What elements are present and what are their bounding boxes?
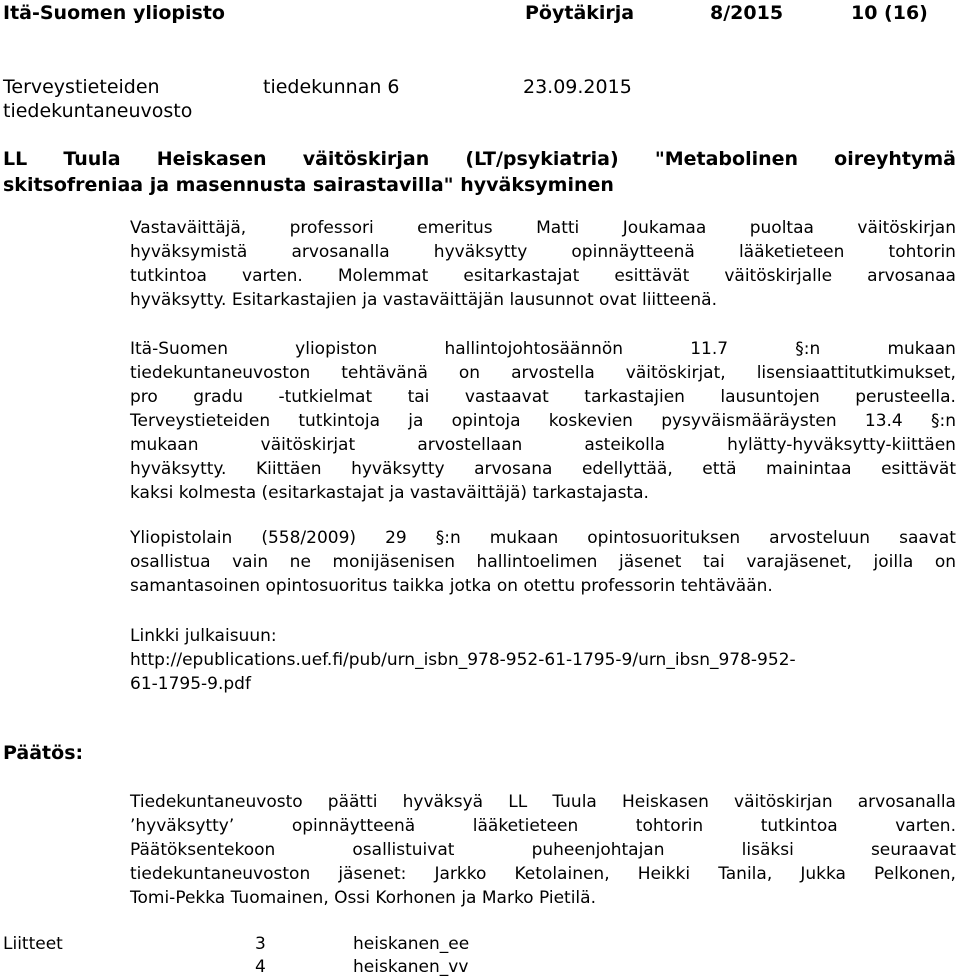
document-type: Pöytäkirja <box>525 2 635 24</box>
word: Heiskasen <box>156 148 267 170</box>
university-name: Itä-Suomen yliopisto <box>3 2 225 24</box>
paragraph-regulations <box>130 337 956 505</box>
word: lisäksi <box>741 840 794 860</box>
word: Jarkko <box>434 864 487 884</box>
word: esittävät <box>881 459 956 479</box>
word: hallintoelimen <box>476 552 598 572</box>
word: yliopiston <box>295 339 378 359</box>
word: mukaan <box>887 339 956 359</box>
word: Molemmat <box>337 266 429 286</box>
word: jäsenet: <box>338 864 407 884</box>
attachment-number: 3 <box>255 934 266 954</box>
word: hyväksymistä <box>130 242 248 262</box>
word: lääketieteen <box>472 816 579 836</box>
word: edellyttää, <box>581 459 673 479</box>
word: ja <box>408 411 424 431</box>
item-number: tiedekunnan 6 <box>263 76 400 98</box>
attachment-name: heiskanen_ee <box>353 934 470 954</box>
word: pysyväismääräysten <box>661 411 837 431</box>
word: Ketolainen, <box>514 864 610 884</box>
word: §:n <box>795 339 821 359</box>
word: asteikolla <box>584 435 666 455</box>
word: arvosanalla <box>291 242 390 262</box>
word: LL <box>508 792 528 812</box>
word: ’hyväksytty’ <box>130 816 235 836</box>
word: Tanila, <box>718 864 773 884</box>
word: tarkastajien <box>584 387 685 407</box>
word: seuraavat <box>870 840 956 860</box>
word: Heiskasen <box>621 792 709 812</box>
justified-line <box>130 216 956 240</box>
word: Jukka <box>800 864 846 884</box>
word: tiedekuntaneuvoston <box>130 864 311 884</box>
word: päätti <box>327 792 378 812</box>
word: §:n <box>930 411 956 431</box>
word: on <box>934 552 956 572</box>
justified-line <box>130 409 956 433</box>
word: oireyhtymä <box>834 148 956 170</box>
word: hyväksyä <box>402 792 484 812</box>
word: Tuula <box>552 792 597 812</box>
publication-link-block <box>130 624 956 696</box>
word: (558/2009) <box>261 528 357 548</box>
word: Pelkonen, <box>874 864 956 884</box>
paragraph-university-act <box>130 526 956 598</box>
word: Vastaväittäjä, <box>130 218 247 238</box>
minutes-number: 8/2015 <box>710 2 784 24</box>
word: tohtorin <box>635 816 704 836</box>
word: Tiedekuntaneuvosto <box>130 792 303 812</box>
word: varten. <box>242 266 303 286</box>
word: tutkintoa <box>760 816 838 836</box>
item-title <box>3 146 956 198</box>
word: Heikki <box>637 864 691 884</box>
attachment-number: 4 <box>255 957 266 977</box>
word: esitarkastajat <box>463 266 580 286</box>
paragraph-last-line: samantasoinen opintosuoritus taikka jotka on otettu professorin tehtävään. <box>130 576 773 596</box>
word: varajäsenet, <box>746 552 852 572</box>
paragraph-opponent-statement <box>130 216 956 312</box>
word: tohtorin <box>888 242 956 262</box>
justified-line <box>130 526 956 550</box>
word: osallistuivat <box>352 840 455 860</box>
word: arvostellaan <box>417 435 523 455</box>
word: hyväksytty <box>351 459 445 479</box>
word: opinnäytteenä <box>571 242 695 262</box>
justified-line <box>130 385 956 409</box>
word: tutkintoja <box>298 411 380 431</box>
word: tai <box>407 387 430 407</box>
word: monijäsenisen <box>332 552 455 572</box>
justified-line <box>130 457 956 481</box>
word: arvosanaa <box>867 266 956 286</box>
link-label: Linkki julkaisuun: <box>130 626 277 646</box>
justified-line <box>130 862 956 886</box>
word: väitöskirjalle <box>724 266 833 286</box>
word: hylätty-hyväksytty-kiittäen <box>727 435 956 455</box>
word: tai <box>702 552 725 572</box>
word: gradu <box>193 387 244 407</box>
word: jäsenet <box>619 552 682 572</box>
word: puoltaa <box>749 218 814 238</box>
word: Itä-Suomen <box>130 339 228 359</box>
justified-line <box>130 550 956 574</box>
word: tutkintoa <box>130 266 207 286</box>
word: esittävät <box>614 266 690 286</box>
word: arvosana <box>474 459 553 479</box>
justified-line <box>130 337 956 361</box>
title-line-2: skitsofreniaa ja masennusta sairastavilla" hyväksyminen <box>3 174 614 196</box>
justified-line <box>130 790 956 814</box>
meeting-date: 23.09.2015 <box>523 76 632 98</box>
word: arvosteluun <box>769 528 871 548</box>
justified-line <box>130 240 956 264</box>
word: tehtävänä <box>341 363 428 383</box>
attachment-name: heiskanen_vv <box>353 957 469 977</box>
title-line-1 <box>3 146 956 172</box>
word: opintoja <box>451 411 521 431</box>
word: väitöskirjat <box>260 435 356 455</box>
word: on <box>458 363 481 383</box>
word: joilla <box>873 552 914 572</box>
word: lausuntojen <box>720 387 820 407</box>
word: ne <box>289 552 311 572</box>
word: LL <box>3 148 28 170</box>
word: opinnäytteenä <box>291 816 416 836</box>
justified-line <box>130 433 956 457</box>
word: perusteella. <box>855 387 956 407</box>
page-indicator: 10 (16) <box>851 2 928 24</box>
word: osallistua <box>130 552 211 572</box>
word: väitöskirjat, <box>625 363 726 383</box>
justified-line <box>130 838 956 862</box>
word: "Metabolinen <box>654 148 799 170</box>
word: Kiittäen <box>255 459 322 479</box>
word: Päätöksentekoon <box>130 840 276 860</box>
word: lääketieteen <box>738 242 845 262</box>
word: mukaan <box>130 435 199 455</box>
paragraph-last-line: Tomi-Pekka Tuomainen, Ossi Korhonen ja Marko Pietilä. <box>130 888 596 908</box>
word: Yliopistolain <box>130 528 233 548</box>
word: (LT/psykiatria) <box>465 148 619 170</box>
word: vastaavat <box>464 387 549 407</box>
word: Terveystieteiden <box>130 411 271 431</box>
council-name-line2: tiedekuntaneuvosto <box>3 100 193 122</box>
word: hyväksytty. <box>130 459 227 479</box>
word: 13.4 <box>864 411 903 431</box>
paragraph-last-line: hyväksytty. Esitarkastajien ja vastaväittäjän lausunnot ovat liitteenä. <box>130 290 717 310</box>
word: -tutkielmat <box>278 387 373 407</box>
word: arvosanalla <box>857 792 956 812</box>
word: opintosuorituksen <box>587 528 741 548</box>
word: pro <box>130 387 158 407</box>
word: mukaan <box>489 528 559 548</box>
justified-line <box>130 814 956 838</box>
word: koskevien <box>548 411 633 431</box>
word: hyväksytty <box>433 242 528 262</box>
word: että <box>702 459 737 479</box>
word: väitöskirjan <box>734 792 833 812</box>
attachments-label: Liitteet <box>3 934 63 954</box>
word: varten. <box>895 816 956 836</box>
word: Joukamaa <box>622 218 707 238</box>
word: vain <box>232 552 269 572</box>
council-name-line1: Terveystieteiden <box>3 76 160 98</box>
word: lisensiaattitutkimukset, <box>756 363 956 383</box>
word: mainintaa <box>766 459 852 479</box>
word: puheenjohtajan <box>531 840 665 860</box>
word: 11.7 <box>690 339 729 359</box>
word: saavat <box>899 528 956 548</box>
word: 29 <box>385 528 407 548</box>
word: §:n <box>435 528 461 548</box>
justified-line <box>130 264 956 288</box>
word: arvostella <box>511 363 595 383</box>
word: Matti <box>536 218 580 238</box>
word: väitöskirjan <box>302 148 430 170</box>
word: Tuula <box>63 148 121 170</box>
decision-text <box>130 790 956 910</box>
word: professori <box>289 218 374 238</box>
word: tiedekuntaneuvoston <box>130 363 311 383</box>
publication-link-url-continued[interactable]: 61-1795-9.pdf <box>130 674 251 694</box>
publication-link-url[interactable]: http://epublications.uef.fi/pub/urn_isbn_978-952-61-1795-9/urn_ibsn_978-952- <box>130 650 796 670</box>
word: väitöskirjan <box>857 218 956 238</box>
word: emeritus <box>417 218 493 238</box>
paragraph-last-line: kaksi kolmesta (esitarkastajat ja vastaväittäjä) tarkastajasta. <box>130 483 649 503</box>
justified-line <box>130 361 956 385</box>
word: hallintojohtosäännön <box>444 339 624 359</box>
decision-label: Päätös: <box>3 742 84 764</box>
